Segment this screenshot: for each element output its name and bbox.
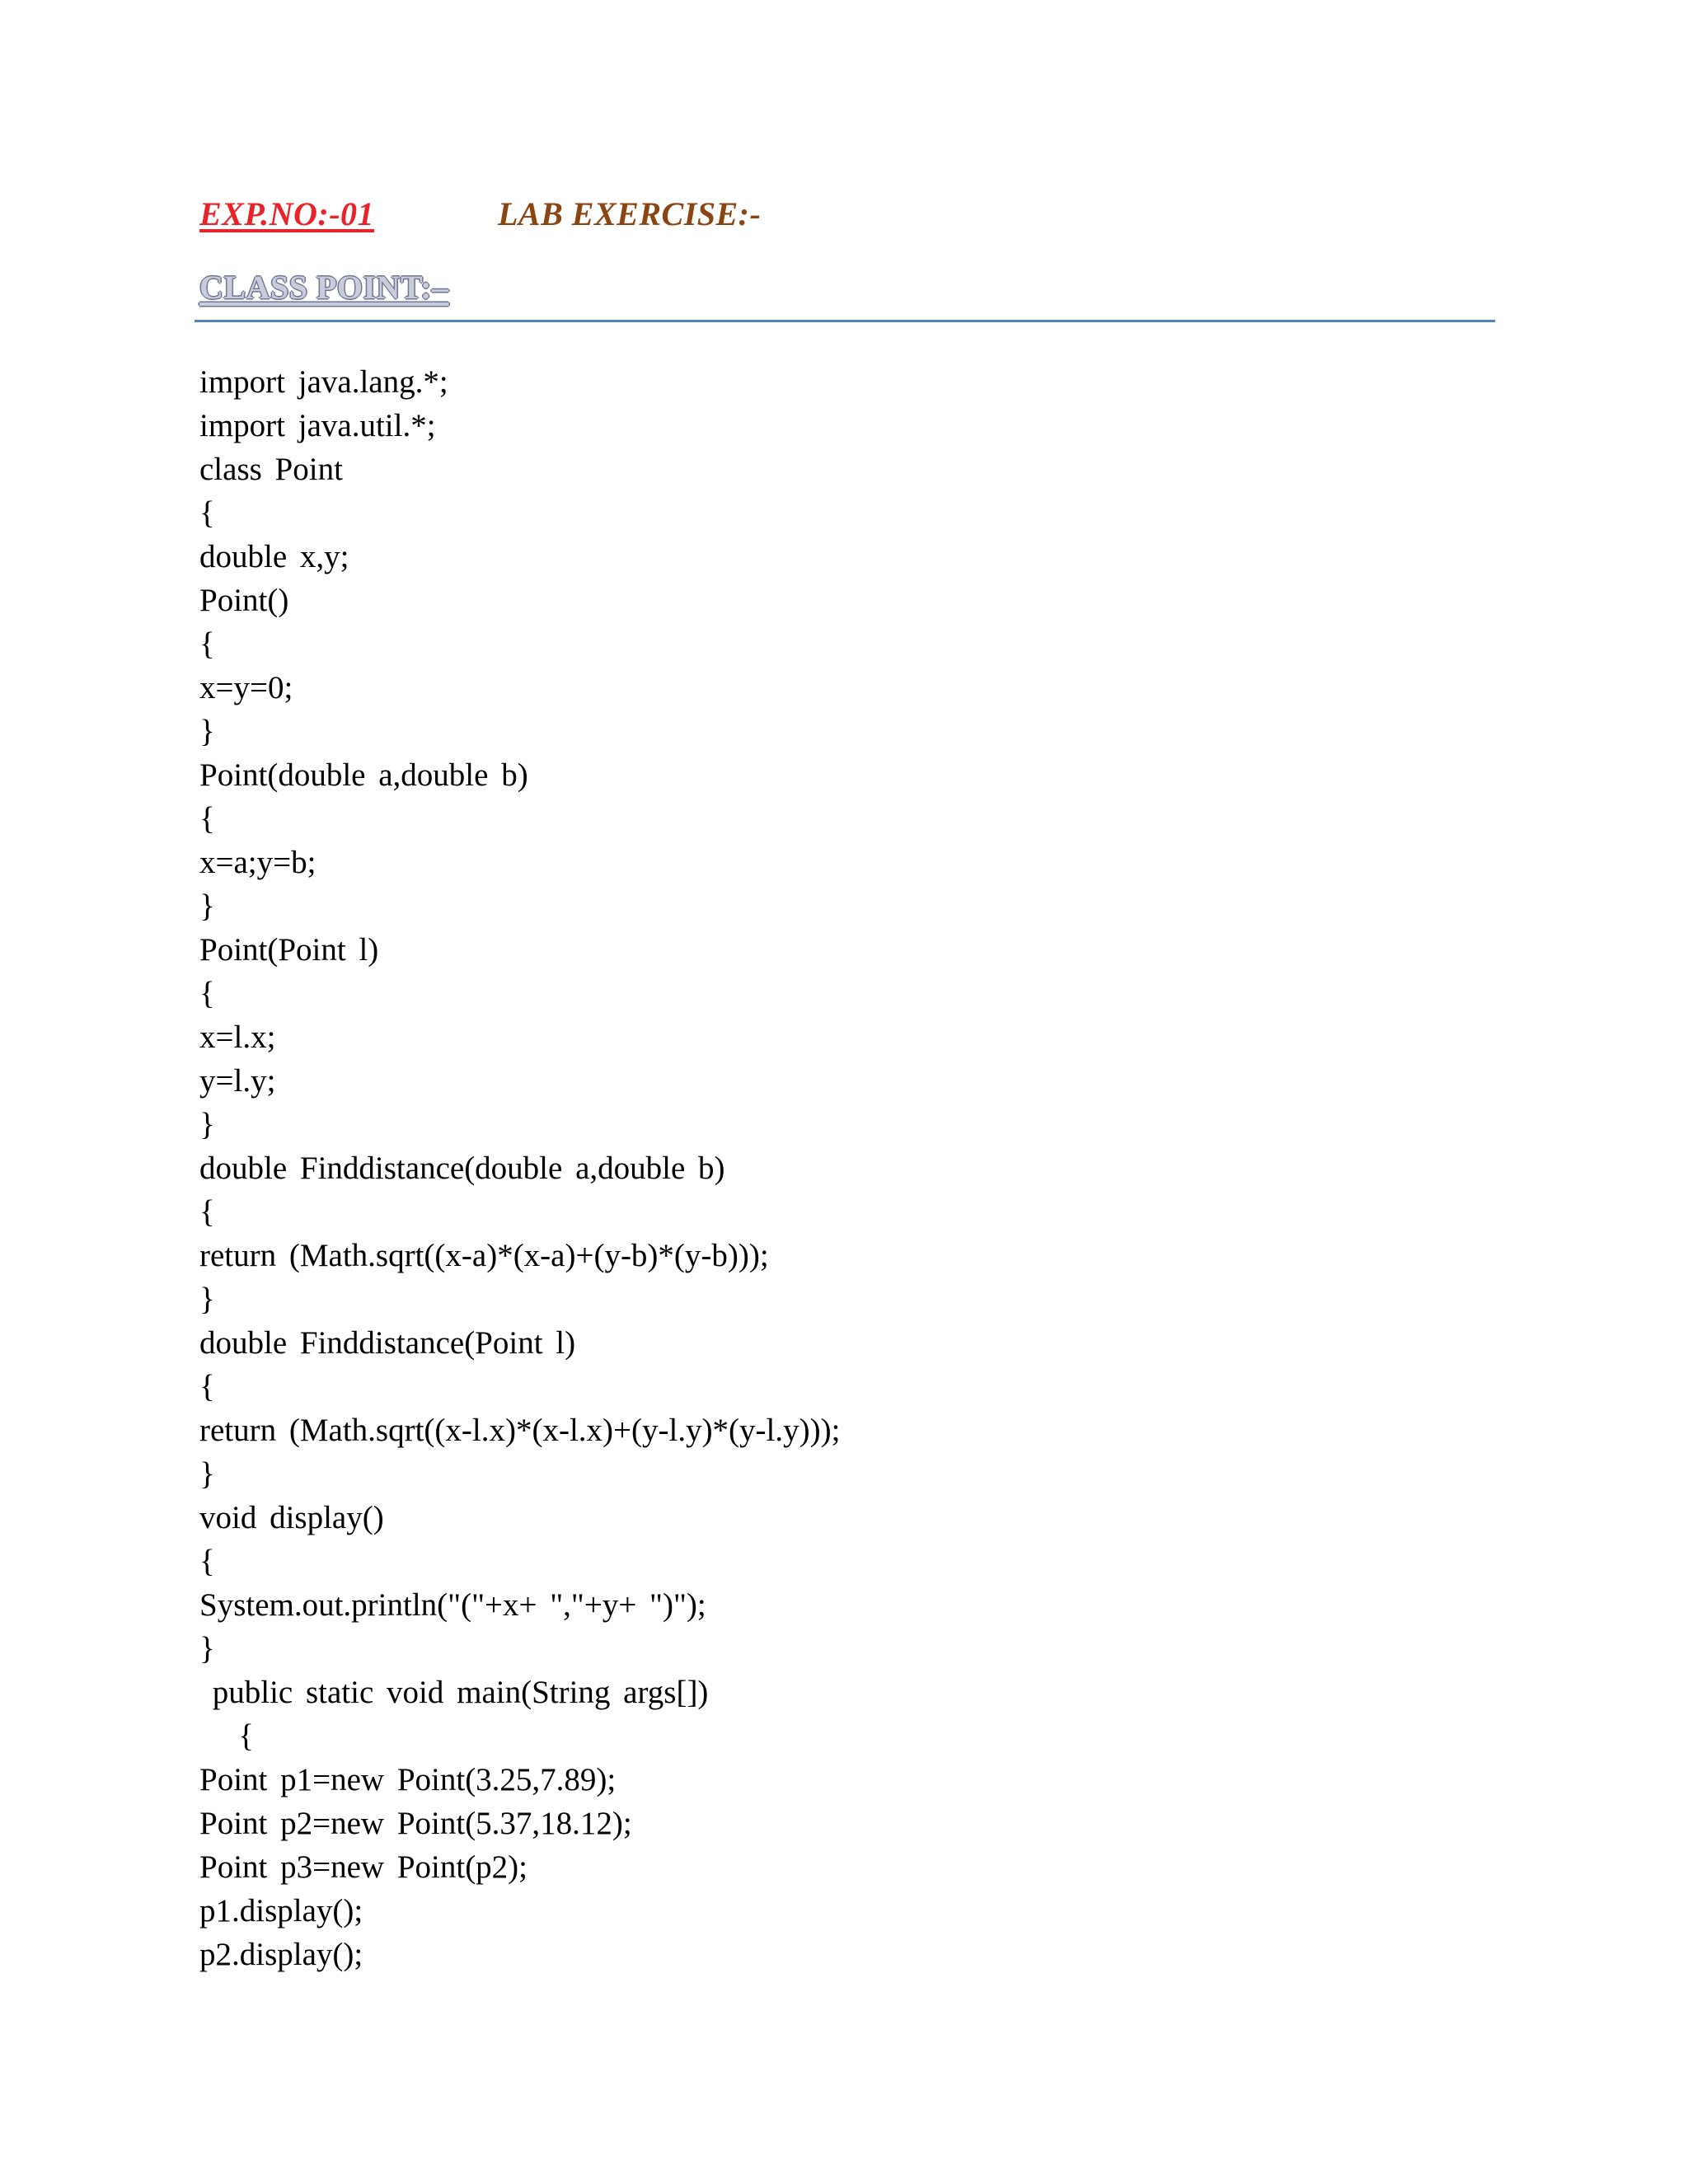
- code-line: Point p3=new Point(p2);: [199, 1849, 528, 1885]
- code-line: double x,y;: [199, 539, 349, 574]
- code-line: x=a;y=b;: [199, 845, 316, 880]
- code-line: {: [199, 1544, 215, 1579]
- code-line: import java.lang.*;: [199, 364, 448, 400]
- code-line: }: [199, 888, 215, 924]
- section-divider: [195, 320, 1495, 322]
- code-line: double Finddistance(double a,double b): [199, 1151, 725, 1186]
- code-line: p1.display();: [199, 1893, 363, 1929]
- code-line: Point p1=new Point(3.25,7.89);: [199, 1762, 617, 1797]
- code-line: double Finddistance(Point l): [199, 1325, 576, 1361]
- code-line: }: [199, 1282, 215, 1317]
- code-line: public static void main(String args[]): [199, 1675, 709, 1710]
- code-line: Point(Point l): [199, 932, 379, 968]
- code-line: {: [199, 976, 215, 1011]
- code-line: {: [199, 495, 215, 531]
- code-line: {: [199, 801, 215, 837]
- code-line: }: [199, 1456, 215, 1492]
- experiment-number: EXP.NO:-01: [199, 195, 375, 232]
- code-line: return (Math.sqrt((x-l.x)*(x-l.x)+(y-l.y)*(y-l.y)));: [199, 1413, 841, 1448]
- code-line: Point p2=new Point(5.37,18.12);: [199, 1806, 632, 1841]
- code-line: x=l.x;: [199, 1019, 276, 1055]
- code-line: System.out.println("("+x+ ","+y+ ")");: [199, 1587, 706, 1623]
- code-line: p2.display();: [199, 1937, 363, 1972]
- code-line: void display(): [199, 1500, 384, 1535]
- code-line: {: [199, 1369, 215, 1404]
- lab-exercise-heading: LAB EXERCISE:-: [498, 195, 762, 232]
- code-line: }: [199, 714, 215, 749]
- code-line: }: [199, 1107, 215, 1142]
- code-line: import java.util.*;: [199, 408, 436, 443]
- code-line: {: [199, 1194, 215, 1230]
- code-line: x=y=0;: [199, 670, 293, 705]
- code-line: {: [199, 626, 215, 662]
- code-line: return (Math.sqrt((x-a)*(x-a)+(y-b)*(y-b)));: [199, 1238, 769, 1273]
- code-line: y=l.y;: [199, 1063, 276, 1099]
- code-listing: [199, 360, 1436, 1976]
- code-line: class Point: [199, 452, 343, 487]
- section-title: CLASS POINT:–: [199, 269, 449, 306]
- code-line: }: [199, 1631, 215, 1666]
- code-line: Point(): [199, 583, 289, 618]
- code-line: {: [199, 1718, 254, 1754]
- code-line: Point(double a,double b): [199, 757, 528, 793]
